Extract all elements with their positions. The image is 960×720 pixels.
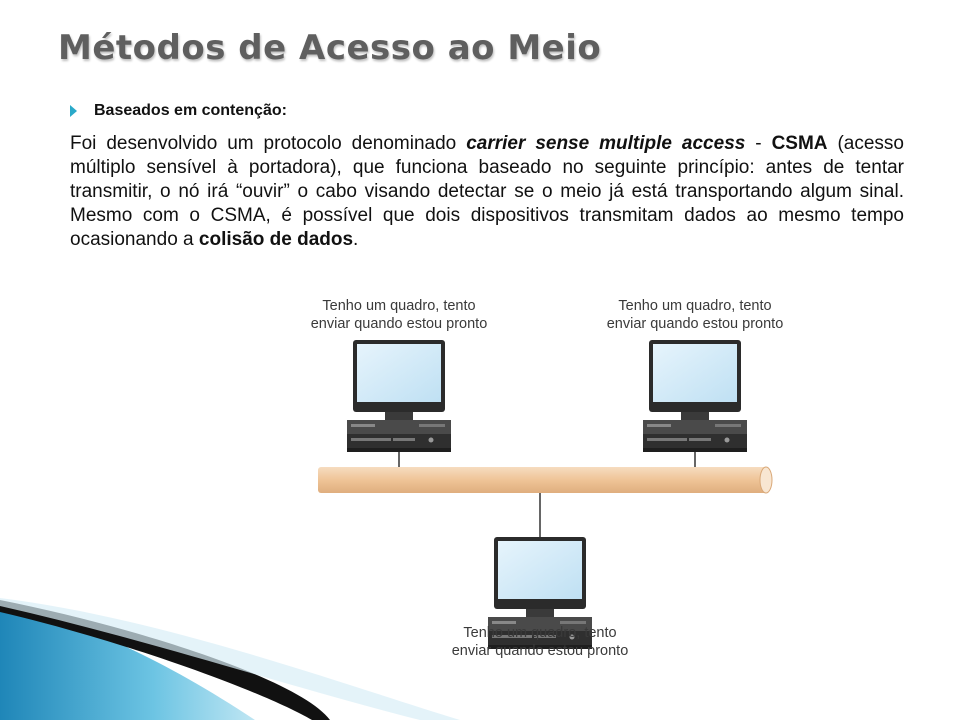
label-line: enviar quando estou pronto (310, 316, 488, 332)
paragraph-text: Foi desenvolvido um protocolo denominado (70, 133, 467, 154)
csma-term: CSMA (771, 133, 828, 154)
label-line: Tenho um quadro, tento (463, 625, 617, 641)
node-label-3 (427, 624, 653, 660)
paragraph-text: (acesso múltiplo sensível à portadora), que funciona baseado no seguinte princípio: antes de tentar transmitir, o nó irá “ouvir” o cabo visando detectar se o meio já está transportando algum sinal. Mesmo com o CSMA, é possível que dois dispositivos transmitam dados ao mesmo tempo ocasionando a (70, 133, 904, 250)
bus-cable (318, 467, 772, 493)
paragraph-text: - (745, 133, 772, 154)
computer-2 (643, 340, 747, 452)
computer-1 (347, 340, 451, 452)
node-label-2 (582, 297, 808, 333)
collision-term: colisão de dados (198, 229, 354, 250)
label-line: Tenho um quadro, tento (618, 298, 772, 314)
label-line: enviar quando estou pronto (451, 643, 629, 659)
node-label-1 (286, 297, 512, 333)
paragraph-text: . (353, 229, 359, 250)
label-line: enviar quando estou pronto (606, 316, 784, 332)
label-line: Tenho um quadro, tento (322, 298, 476, 314)
csma-expansion: carrier sense multiple access (466, 133, 746, 154)
bullet-text: Baseados em contenção: (94, 102, 287, 119)
slide-title: Métodos de Acesso ao Meio (58, 28, 602, 68)
